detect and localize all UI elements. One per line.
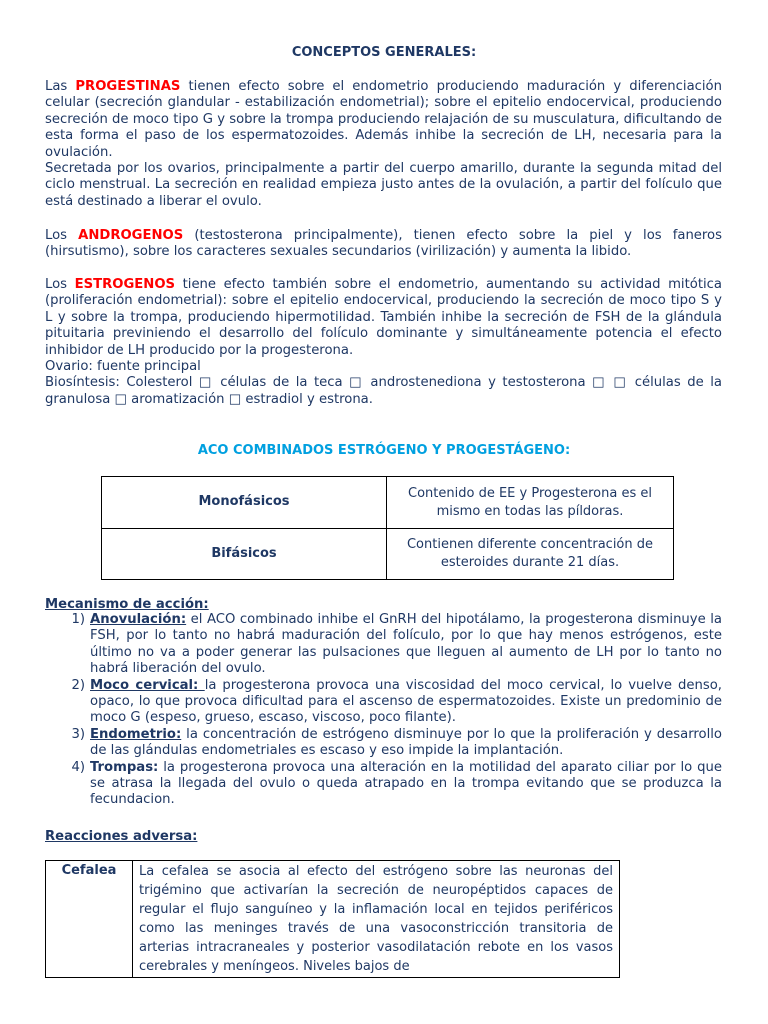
- table-row: [102, 477, 674, 529]
- reaccion-text-cell: La cefalea se asocia al efecto del estrógeno sobre las neuronas del trigémino que activarían la secreción de neuropéptidos capaces de regular el flujo sanguíneo y la inflamación local en tejidos periféricos como las meninges través de una vasoconstricción transitoria de arterias intracraneales y posterior vasodilatación rebote en los vasos cerebrales y meníngeos. Niveles bajos de: [133, 861, 620, 978]
- list-item-text: [90, 612, 722, 678]
- list-number: 1): [71, 612, 85, 627]
- mecanismo-list: [45, 612, 722, 809]
- heading-reacciones: Reacciones adversa:: [45, 829, 198, 844]
- aco-type-cell: Bifásicos: [102, 529, 387, 580]
- ovario-line: Ovario: fuente principal: [45, 359, 201, 375]
- text-prefix: Los: [45, 228, 79, 243]
- aco-desc-cell: Contenido de EE y Progesterona es el mismo en todas las píldoras.: [387, 477, 674, 529]
- paragraph-estrogenos: [45, 277, 722, 408]
- aco-type-cell: Monofásicos: [102, 477, 387, 529]
- list-number: 2): [71, 677, 85, 693]
- item-term: Trompas:: [90, 759, 159, 775]
- text-prefix: Las: [45, 79, 76, 94]
- paragraph-androgenos: [45, 228, 722, 261]
- progestinas-text: tienen efecto sobre el endometrio produciendo maduración y diferenciación celular (secreción glandular - estabilización endometrial); sobre el epitelio endocervical, produciendo secreción de moco tipo G y sobre la trompa produciendo relajación de su musculatura, dificultando de esta forma el paso de los espermatozoides. Además inhibe la secreción de LH, necesaria para la ovulación.: [45, 79, 722, 160]
- item-text: la progesterona provoca una alteración en la motilidad del aparato ciliar por lo que se atrasa la llegada del ovulo o queda atrapado en la trompa evitando que se produzca la fecundacion.: [90, 759, 722, 808]
- aco-table: [101, 476, 674, 580]
- estrogenos-text: tiene efecto también sobre el endometrio, aumentando su actividad mitótica (proliferación endometrial): sobre el epitelio endocervical, produciendo la secreción de moco tipo S y L y sobre la trompa, produciendo hipermotilidad. También inhibe la secreción de FSH de la glándula pituitaria previniendo el desarrollo del folículo dominante y simultáneamente potencia el efecto inhibidor de LH producido por la progesterona.: [45, 277, 723, 358]
- item-text: la concentración de estrógeno disminuye por lo que la proliferación y desarrollo de las glándulas endometriales es escaso y eso impide la implantación.: [90, 726, 722, 759]
- item-term: Anovulación:: [90, 612, 187, 627]
- term-progestinas: PROGESTINAS: [75, 79, 181, 94]
- list-number: 4): [71, 759, 85, 775]
- term-estrogenos: ESTROGENOS: [74, 277, 176, 292]
- term-androgenos: ANDROGENOS: [78, 228, 184, 243]
- biosintesis-line: Biosíntesis: Colesterol □ células de la teca □ androstenediona y testosterona □ □ células de la granulosa □ aromatización □ estradiol y estrona.: [45, 375, 722, 407]
- reacciones-table: [45, 860, 620, 978]
- list-item-text: [90, 727, 722, 760]
- list-item: [45, 678, 722, 727]
- list-item-text: [90, 760, 722, 809]
- item-text: el ACO combinado inhibe el GnRH del hipotálamo, la progesterona disminuye la FSH, por lo tanto no habrá maduración del folículo, por lo que hay menos estrógenos, este último no va a poder generar las pulsaciones que lleguen al aumento de LH por lo tanto no habrá liberación del ovulo.: [90, 612, 722, 677]
- item-text: la progesterona provoca una viscosidad del moco cervical, lo vuelve denso, opaco, lo que provoca dificultad para el ascenso de espermatozoides. Existe un predominio de moco G (espeso, grueso, escaso, viscoso, poco filante).: [90, 677, 722, 726]
- text-prefix: Los: [45, 277, 75, 292]
- androgenos-text: (testosterona principalmente), tienen efecto sobre la piel y los faneros (hirsutismo), sobre los caracteres sexuales secundarios (virilización) y aumenta la libido.: [45, 228, 722, 260]
- heading-mecanismo: Mecanismo de acción:: [45, 597, 209, 612]
- aco-desc-cell: Contienen diferente concentración de esteroides durante 21 días.: [387, 529, 674, 580]
- list-item: [45, 727, 722, 760]
- table-row: [102, 529, 674, 580]
- list-item: [45, 760, 722, 809]
- section-title-conceptos: CONCEPTOS GENERALES:: [291, 45, 477, 60]
- list-number: 3): [71, 726, 85, 742]
- table-row: [46, 861, 620, 978]
- reaccion-term-cell: Cefalea: [46, 861, 133, 978]
- list-item-text: [90, 678, 722, 727]
- item-term: Moco cervical:: [90, 677, 205, 693]
- item-term: Endometrio:: [90, 726, 182, 742]
- section-title-aco: ACO COMBINADOS ESTRÓGENO Y PROGESTÁGENO:: [197, 443, 571, 458]
- list-item: [45, 612, 722, 678]
- paragraph-progestinas: [45, 79, 722, 210]
- progestinas-secretion-text: Secretada por los ovarios, principalmente a partir del cuerpo amarillo, durante la segunda mitad del ciclo menstrual. La secreción en realidad empieza justo antes de la ovulación, a partir del folículo que está destinado a liberar el ovulo.: [45, 161, 722, 209]
